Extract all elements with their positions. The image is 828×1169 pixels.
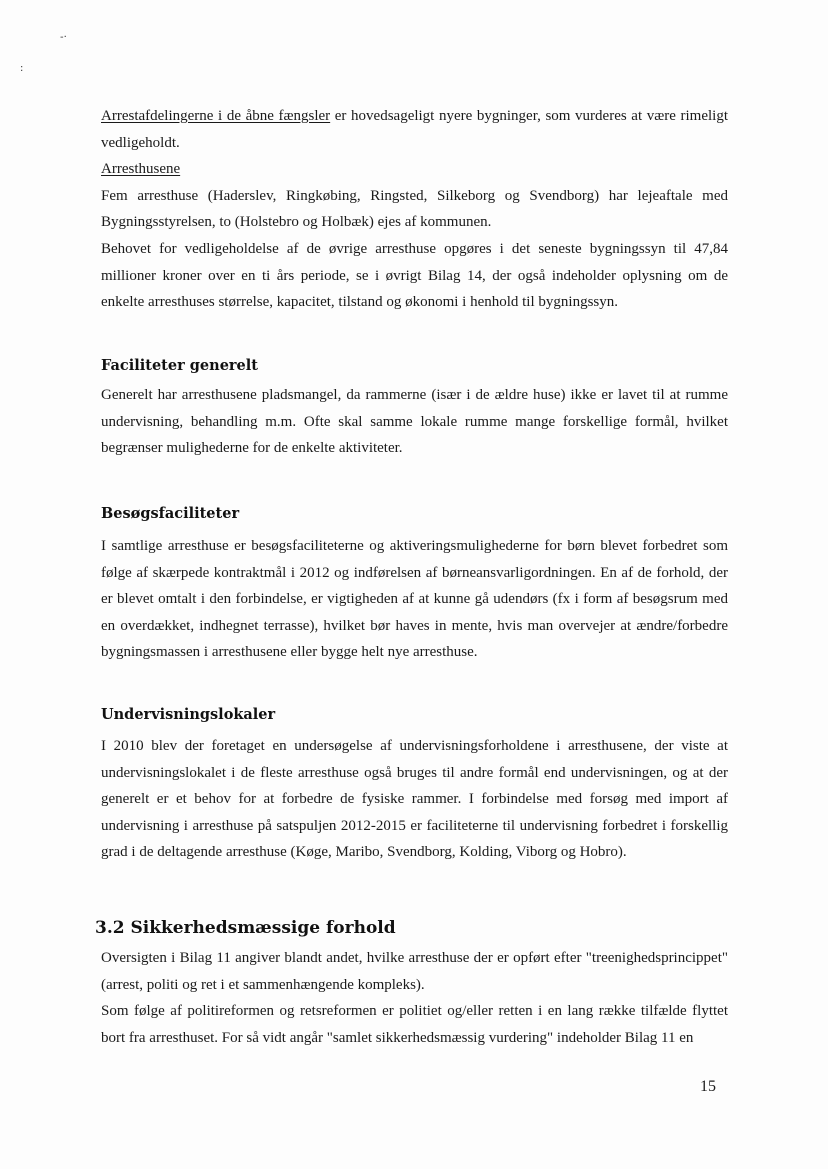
security-paragraph-1: Oversigten i Bilag 11 angiver blandt andet, hvilke arresthuse der er opført efter "treenighedsprincippet" (arrest, politi og ret i et sammenhængende kompleks).: [101, 950, 728, 993]
section-heading-facilities: Faciliteter generelt: [101, 357, 258, 374]
section-heading-teaching: Undervisningslokaler: [101, 706, 276, 723]
open-prisons-text: er hovedsageligt nyere bygninger, som vurderes at være rimeligt vedligeholdt.: [101, 108, 728, 151]
section-heading-security: 3.2 Sikkerhedsmæssige forhold: [95, 918, 396, 938]
security-paragraph-2: Som følge af politireformen og retsreformen er politiet og/eller retten i en lang række tilfælde flyttet bort fra arresthuset. For så vidt angår "samlet sikkerhedsmæssig vurdering" indeholder Bilag 11 en: [101, 1003, 728, 1046]
scan-artifact: :: [20, 63, 24, 74]
page-number: 15: [700, 1078, 716, 1095]
visiting-block: [101, 533, 728, 666]
teaching-block: [101, 733, 728, 866]
teaching-paragraph: I 2010 blev der foretaget en undersøgelse af undervisningsforholdene i arresthusene, der viste at undervisningslokalet i de fleste arresthuse også bruges til andre formål end undervisningen, og at der generelt er et behov for at forbedre de fysiske rammer. I forbindelse med forsøg med import af undervisning i arresthuse på satspuljen 2012-2015 er faciliteterne til undervisning forbedret i forskellig grad i de deltagende arresthuse (Køge, Maribo, Svendborg, Kolding, Viborg og Hobro).: [101, 738, 728, 861]
section-heading-visiting: Besøgsfaciliteter: [101, 505, 240, 522]
maintenance-paragraph: Behovet for vedligeholdelse af de øvrige arresthuse opgøres i det seneste bygningssyn til 47,84 millioner kroner over en ti års periode, se i øvrigt Bilag 14, der også indeholder oplysning om de enkelte arresthuses størrelse, kapacitet, tilstand og økonomi i henhold til bygningssyn.: [101, 240, 728, 311]
visiting-paragraph: I samtlige arresthuse er besøgsfaciliteterne og aktiveringsmulighederne for børn blevet forbedret som følge af skærpede kontraktmål i 2012 og indførelsen af børneansvarligordningen. En af de forhold, der er blevet omtalt i den forbindelse, er vigtigheden af at kunne gå udendørs (fx i form af besøgsrum med en overdækket, indhegnet terrasse), hvilket bør haves in mente, hvis man overvejer at ændre/forbedre bygningsmassen i arresthusene eller bygge helt nye arresthuse.: [101, 538, 728, 661]
lease-paragraph: Fem arresthuse (Haderslev, Ringkøbing, Ringsted, Silkeborg og Svendborg) har lejeaftale med Bygningsstyrelsen, to (Holstebro og Holbæk) ejes af kommunen.: [101, 187, 728, 231]
open-prisons-paragraph: [101, 103, 728, 156]
facilities-paragraph: Generelt har arresthusene pladsmangel, da rammerne (især i de ældre huse) ikke er lavet til at rumme undervisning, behandling m.m. Ofte skal samme lokale rumme mange forskellige formål, hvilket begrænser mulighederne for de enkelte aktiviteter.: [101, 387, 728, 457]
arresthusene-subheading: Arresthusene: [101, 161, 181, 178]
security-block: [101, 945, 728, 1051]
intro-block: [101, 103, 728, 316]
scan-artifact: -·: [60, 32, 67, 43]
facilities-block: [101, 382, 728, 462]
open-prisons-term: Arrestafdelingerne i de åbne fængsler: [101, 108, 331, 124]
